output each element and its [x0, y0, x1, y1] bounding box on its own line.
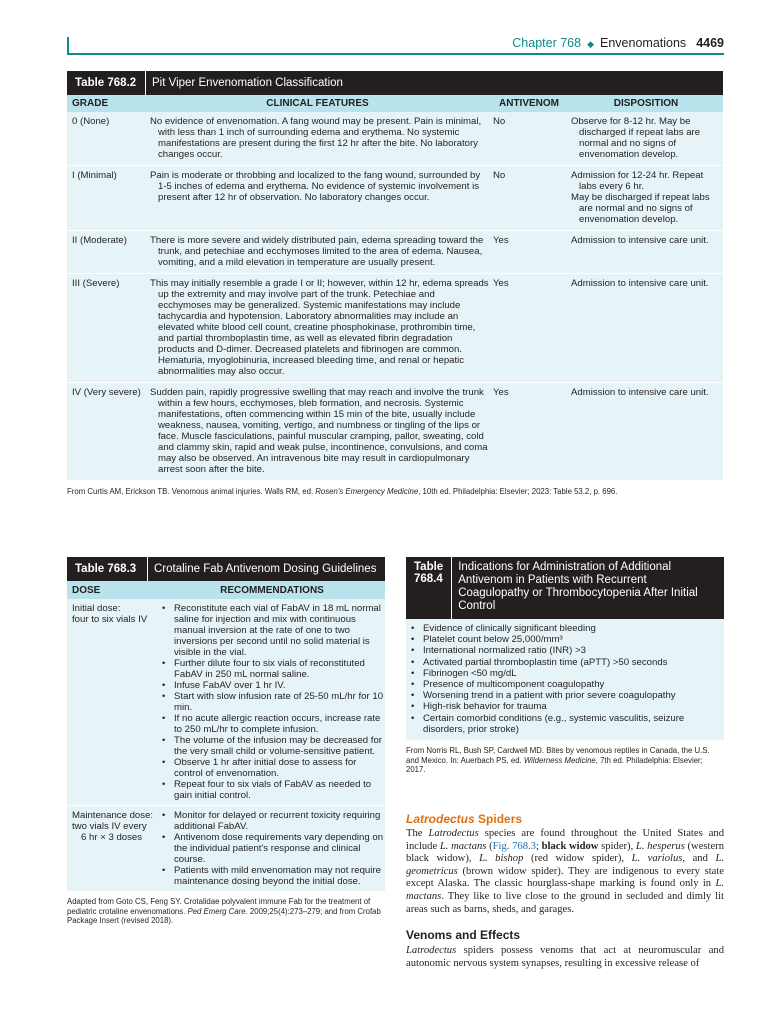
subsection-title: Venoms and Effects — [406, 928, 521, 943]
table-768-3 — [67, 557, 385, 926]
features-cell: Sudden pain, rapidly progressive swelling that may reach and involve the trunk within a few hours, ecchymoses, bleb formation, and necrosis. Systemic manifestations, often commencing within 15 min of the bite, usually include weakness, nausea, vomiting, vertigo, and numbness or tingling of the lips or face. Muscle fasciculations, painful muscular cramping, pallor, sweating, cold and clammy skin, rapid and weak pulse, incontinence, convulsions, and coma may also be observed. An intravenous bite may result in cardiopulmonary arrest soon after the bite. — [150, 387, 488, 475]
table-row — [67, 112, 723, 166]
antivenom-cell: Yes — [493, 387, 509, 398]
section-title: Latrodectus Spiders — [406, 812, 523, 826]
table-row — [67, 274, 723, 383]
table-row — [67, 231, 723, 274]
dose-cell: Maintenance dose: two vials IV every 6 hr × 3 doses — [72, 810, 154, 843]
disposition-cell: May be discharged if repeat labs are normal and no signs of envenomation develop. — [571, 192, 710, 225]
list-item: • Patients with mild envenomation may not require maintenance dosing beyond the initial dose. — [159, 865, 385, 887]
list-item: • Antivenom dose requirements vary depending on the individual patient's response and clinical course. — [159, 832, 385, 865]
table-source-note: From Curtis AM, Erickson TB. Venomous animal injuries. Walls RM, ed. Rosen's Emergency Medicine, 10th ed. Philadelphia: Elsevier; 2023: Table 53.2, p. 696. — [67, 487, 618, 496]
list-item: • Platelet count below 25,000/mm³ — [408, 634, 720, 645]
table-title-bar — [67, 557, 385, 581]
grade-cell: II (Moderate) — [72, 235, 127, 246]
features-cell: Pain is moderate or throbbing and localized to the fang wound, surrounded by 1-5 inches of edema and erythema. No evidence of systemic involvement is present after 12 hr of observation. No laboratory changes occur. — [150, 170, 481, 203]
features-cell: There is more severe and widely distributed pain, edema spreading toward the trunk, and petechiae and ecchymoses limited to the area of edema. Nausea, vomiting, and a mild elevation in temperature are usually present. — [150, 235, 484, 268]
article-section — [406, 812, 724, 970]
list-item: • Further dilute four to six vials of reconstituted FabAV in 250 mL normal saline. — [159, 658, 385, 680]
features-cell: This may initially resemble a grade I or II; however, within 12 hr, edema spreads up the extremity and may involve part of the trunk. Petechiae and ecchymoses may be generalized. Systemic manifestations may include tachycardia and hypotension. Laboratory abnormalities may include an elevated white blood cell count, creatine phosphokinase, prothrombin time, and partial thromboplastin time, as well as elevated fibrin degradation products and D-dimer. Decreased platelets and fibrinogen are common. Hematuria, myoglobinuria, increased bleeding time, and renal or hepatic abnormalities may also occur. — [150, 278, 489, 377]
table-row — [67, 599, 385, 806]
col-recommendations: RECOMMENDATIONS — [220, 584, 324, 596]
list-item: • High-risk behavior for trauma — [408, 701, 720, 712]
recommendations-cell — [159, 806, 385, 891]
disposition-cell: Admission to intensive care unit. — [571, 387, 709, 398]
table-title-bar — [406, 557, 724, 619]
list-item: • Worsening trend in a patient with prior severe coagulopathy — [408, 690, 720, 701]
list-item: • International normalized ratio (INR) >3 — [408, 645, 720, 656]
table-title: Indications for Administration of Additional Antivenom in Patients with Recurrent Coagulopathy or Thrombocytopenia After Initial Control — [458, 561, 698, 612]
disposition-cell: Admission to intensive care unit. — [571, 235, 709, 246]
table-row — [67, 806, 385, 892]
antivenom-cell: Yes — [493, 235, 509, 246]
antivenom-cell: No — [493, 116, 506, 127]
list-item: • Evidence of clinically significant bleeding — [408, 623, 720, 634]
list-item: • Presence of multicomponent coagulopathy — [408, 679, 720, 690]
indications-list — [406, 619, 724, 740]
table-row — [67, 166, 723, 231]
list-item: • Reconstitute each vial of FabAV in 18 mL normal saline for injection and mix with continuous manual inversion at the rate of one to two inversions per second until no solid material is visible in the vial. — [159, 603, 385, 658]
antivenom-cell: No — [493, 170, 506, 181]
antivenom-cell: Yes — [493, 278, 509, 289]
list-item: • The volume of the infusion may be decreased for the very small child or volume-sensitive patient. — [159, 735, 385, 757]
table-number: Table 768.3 — [67, 557, 148, 581]
list-item: • If no acute allergic reaction occurs, increase rate to 250 mL/hr to complete infusion. — [159, 713, 385, 735]
table-title-bar — [67, 71, 723, 95]
header-rule — [67, 53, 724, 55]
list-item: • Monitor for delayed or recurrent toxicity requiring additional FabAV. — [159, 810, 385, 832]
table-row — [67, 383, 723, 481]
table-title: Pit Viper Envenomation Classification — [152, 76, 343, 89]
section-label: Envenomations — [600, 36, 687, 50]
table-768-2 — [67, 71, 723, 497]
grade-cell: III (Severe) — [72, 278, 120, 289]
disposition-cell: Observe for 8-12 hr. May be discharged if repeat labs are normal and no signs of envenomation develop. — [571, 116, 701, 160]
list-item: • Certain comorbid conditions (e.g., systemic vasculitis, seizure disorders, prior stroke) — [408, 713, 720, 735]
table-column-header — [67, 95, 723, 112]
col-clinical-features: CLINICAL FEATURES — [266, 98, 369, 109]
features-cell: No evidence of envenomation. A fang wound may be present. Pain is minimal, with less than 1 inch of surrounding edema and erythema. No systemic manifestations are present during the first 12 hr after the bite. No laboratory changes occur. — [150, 116, 482, 160]
grade-cell: I (Minimal) — [72, 170, 117, 181]
grade-cell: IV (Very severe) — [72, 387, 141, 398]
figure-link[interactable]: Fig. 768.3 — [492, 840, 536, 852]
table-source-note: From Norris RL, Bush SP, Cardwell MD. Bites by venomous reptiles in Canada, the U.S. and Mexico. In: Auerbach PS, ed. Wilderness Medicine, 7th ed. Philadelphia: Elsevier; 2017. — [406, 746, 710, 775]
list-item: • Fibrinogen <50 mg/dL — [408, 668, 720, 679]
table-column-header — [67, 581, 385, 599]
table-768-4 — [406, 557, 724, 775]
disposition-cell: Admission to intensive care unit. — [571, 278, 709, 289]
disposition-cell: Admission for 12-24 hr. Repeat labs every 6 hr. — [571, 170, 704, 192]
diamond-icon: ◆ — [587, 39, 595, 49]
list-item: • Infuse FabAV over 1 hr IV. — [159, 680, 385, 691]
list-item: • Repeat four to six vials of FabAV as needed to gain initial control. — [159, 779, 385, 801]
list-item: • Observe 1 hr after initial dose to assess for control of envenomation. — [159, 757, 385, 779]
table-number: Table 768.2 — [67, 71, 146, 95]
list-item: • Start with slow infusion rate of 25-50 mL/hr for 10 min. — [159, 691, 385, 713]
chapter-label: Chapter 768 — [512, 36, 582, 50]
list-item: • Activated partial thromboplastin time (aPTT) >50 seconds — [408, 657, 720, 668]
page-number: 4469 — [696, 36, 724, 50]
recommendations-cell — [159, 599, 385, 805]
paragraph: Latrodectus spiders possess venoms that act at neuromuscular and autonomic nervous system synapses, resulting in excessive release of — [406, 945, 724, 969]
table-title: Crotaline Fab Antivenom Dosing Guidelines — [154, 562, 377, 575]
paragraph: The Latrodectus species are found throughout the United States and include L. mactans (Fig. 768.3; black widow spider), L. hesperus (western black widow), L. bishop (red widow spider), L. variolus, and L. geometricus (brown widow spider). They are indigenous to every state except Alaska. The classic hourglass-shape marking is found only in L. mactans. They like to live close to the ground in secluded and dimly lit areas such as barns, sheds, and garages. — [406, 828, 725, 915]
grade-cell: 0 (None) — [72, 116, 110, 127]
col-disposition: DISPOSITION — [613, 98, 679, 109]
col-dose: DOSE — [72, 584, 101, 596]
col-antivenom: ANTIVENOM — [499, 98, 559, 109]
header-rule-tick — [67, 37, 69, 54]
dose-cell: Initial dose: four to six vials IV — [72, 603, 148, 625]
table-number: Table 768.4 — [406, 557, 452, 619]
col-grade: GRADE — [72, 98, 109, 109]
running-header — [512, 36, 724, 50]
table-source-note: Adapted from Goto CS, Feng SY. Crotalidae polyvalent immune Fab for the treatment of pediatric crotaline envenomations. Ped Emerg Care. 2009;25(4):273–279; and from Crofab Package Insert (revised 2018). — [67, 897, 381, 925]
